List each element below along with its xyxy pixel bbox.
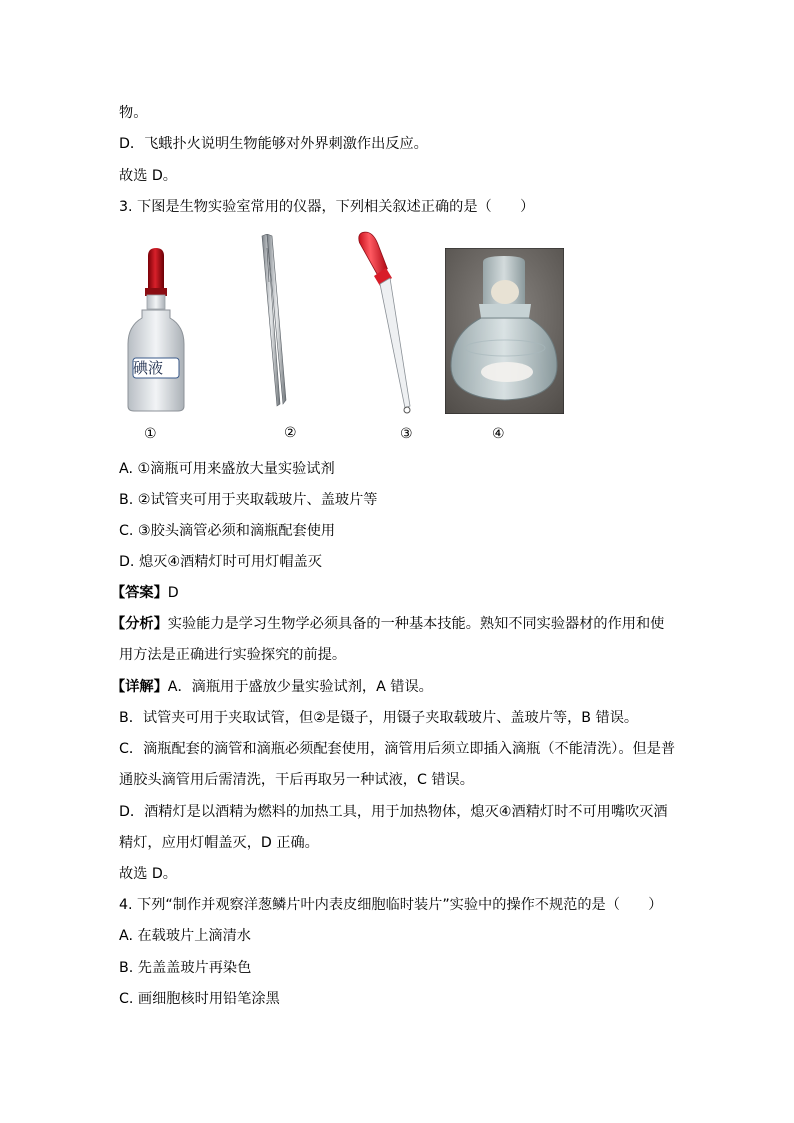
detail-text: A．滴瓶用于盛放少量实验试剂，A 错误。 bbox=[167, 679, 433, 695]
text-line: B．试管夹可用于夹取试管，但②是镊子，用镊子夹取载玻片、盖玻片等，B 错误。 bbox=[119, 710, 639, 726]
detail-tag: 【详解】 bbox=[111, 679, 168, 695]
text-line: 物。 bbox=[119, 105, 148, 121]
analysis-tag: 【分析】 bbox=[111, 616, 168, 632]
text-line: 故选 D。 bbox=[119, 168, 177, 184]
figure-number-3: ③ bbox=[400, 426, 413, 442]
analysis-line bbox=[111, 614, 664, 634]
text-line: 精灯，应用灯帽盖灭，D 正确。 bbox=[119, 835, 319, 851]
q4-option-a: A. 在载玻片上滴清水 bbox=[119, 928, 251, 944]
text-line: D．飞蛾扑火说明生物能够对外界刺激作出反应。 bbox=[119, 136, 428, 152]
text-line: 通胶头滴管用后需清洗，干后再取另一种试液，C 错误。 bbox=[119, 772, 474, 788]
question-4: 4. 下列“制作并观察洋葱鳞片叶内表皮细胞临时装片”实验中的操作不规范的是（ ） bbox=[119, 897, 663, 913]
figure-number-1: ① bbox=[144, 426, 157, 442]
question-3: 3. 下图是生物实验室常用的仪器，下列相关叙述正确的是（ ） bbox=[119, 199, 535, 215]
option-c: C. ③胶头滴管必须和滴瓶配套使用 bbox=[119, 523, 336, 539]
figure-number-4: ④ bbox=[492, 426, 505, 442]
option-b: B. ②试管夹可用于夹取载玻片、盖玻片等 bbox=[119, 492, 378, 508]
q4-option-c: C. 画细胞核时用铅笔涂黑 bbox=[119, 991, 280, 1007]
option-d: D. 熄灭④酒精灯时可用灯帽盖灭 bbox=[119, 554, 322, 570]
text-line: D．酒精灯是以酒精为燃料的加热工具，用于加热物体，熄灭④酒精灯时不可用嘴吹灭酒 bbox=[119, 804, 668, 820]
text-line: 用方法是正确进行实验探究的前提。 bbox=[119, 647, 347, 663]
option-a: A. ①滴瓶可用来盛放大量实验试剂 bbox=[119, 461, 335, 477]
bottle-label: 碘液 bbox=[133, 359, 164, 377]
detail-line bbox=[111, 677, 433, 697]
answer-tag: 【答案】 bbox=[111, 585, 168, 601]
tweezers-figure bbox=[258, 234, 288, 410]
q4-option-b: B. 先盖盖玻片再染色 bbox=[119, 960, 252, 976]
dropper-bottle-figure bbox=[126, 248, 186, 412]
answer-value: D bbox=[167, 585, 179, 601]
answer-line bbox=[111, 583, 179, 603]
figure-number-2: ② bbox=[284, 425, 297, 441]
text-line: C．滴瓶配套的滴管和滴瓶必须配套使用，滴管用后须立即插入滴瓶（不能清洗）。但是普 bbox=[119, 741, 676, 757]
alcohol-lamp-figure bbox=[445, 248, 564, 414]
analysis-text: 实验能力是学习生物学必须具备的一种基本技能。熟知不同实验器材的作用和使 bbox=[167, 616, 665, 632]
rubber-dropper-figure bbox=[358, 230, 418, 416]
text-line: 故选 D。 bbox=[119, 866, 177, 882]
